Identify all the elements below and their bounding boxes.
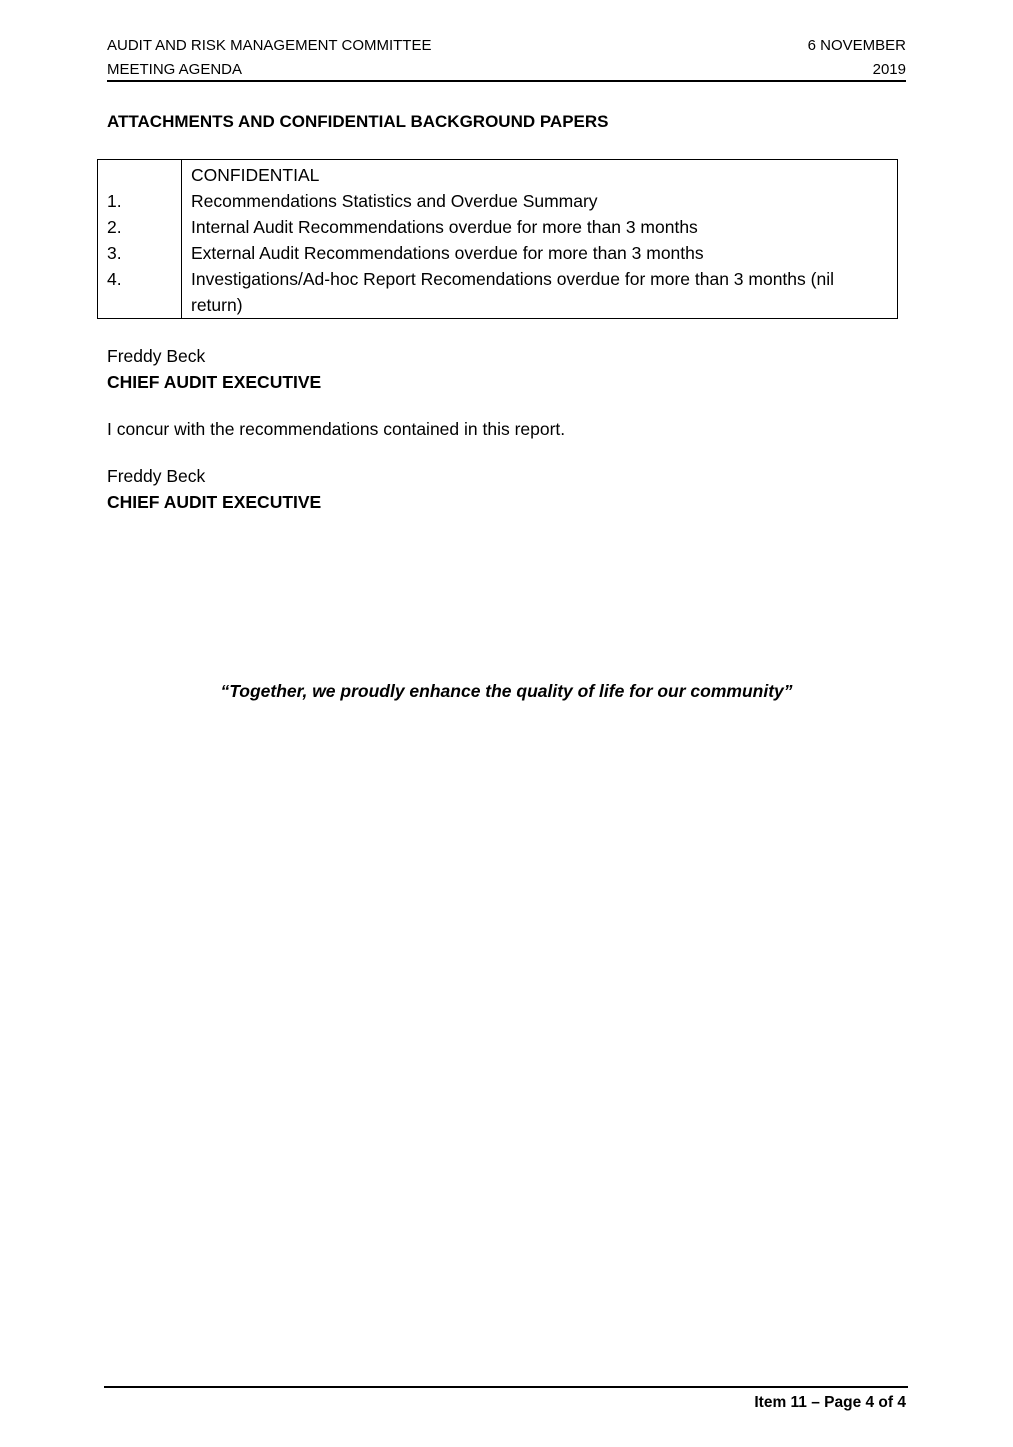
concur-statement: I concur with the recommendations contained in this report. (107, 419, 566, 439)
page-footer: Item 11 – Page 4 of 4 (754, 1394, 906, 1411)
signatory-role: CHIEF AUDIT EXECUTIVE (107, 492, 322, 512)
footer-divider (104, 1386, 908, 1388)
item-number: 4. (107, 269, 122, 289)
table-cell-number (98, 160, 182, 319)
item-text: External Audit Recommendations overdue for more than 3 months (191, 243, 704, 263)
signature-block-1 (107, 343, 321, 395)
item-text: Recommendations Statistics and Overdue Summary (191, 191, 598, 211)
community-motto: “Together, we proudly enhance the quality of life for our community” (220, 681, 793, 701)
item-text: Investigations/Ad-hoc Report Recomendations overdue for more than 3 months (nil return) (191, 269, 834, 315)
confidential-heading: CONFIDENTIAL (191, 165, 320, 185)
committee-name: AUDIT AND RISK MANAGEMENT COMMITTEE (107, 37, 432, 54)
signatory-name: Freddy Beck (107, 466, 206, 486)
meeting-date: 6 NOVEMBER (807, 37, 906, 54)
item-number: 2. (107, 217, 122, 237)
table-cell-description (182, 160, 898, 319)
meeting-year: 2019 (872, 61, 906, 78)
signatory-name: Freddy Beck (107, 346, 206, 366)
signatory-role: CHIEF AUDIT EXECUTIVE (107, 372, 322, 392)
document-type: MEETING AGENDA (107, 61, 243, 78)
item-number: 1. (107, 191, 122, 211)
item-text: Internal Audit Recommendations overdue for more than 3 months (191, 217, 698, 237)
table-row (98, 160, 898, 319)
item-number: 3. (107, 243, 122, 263)
page-header (107, 34, 906, 82)
header-right (808, 34, 906, 82)
header-left (107, 34, 431, 82)
signature-block-2 (107, 463, 321, 515)
attachments-table (97, 159, 898, 319)
section-title: ATTACHMENTS AND CONFIDENTIAL BACKGROUND PAPERS (107, 112, 609, 131)
